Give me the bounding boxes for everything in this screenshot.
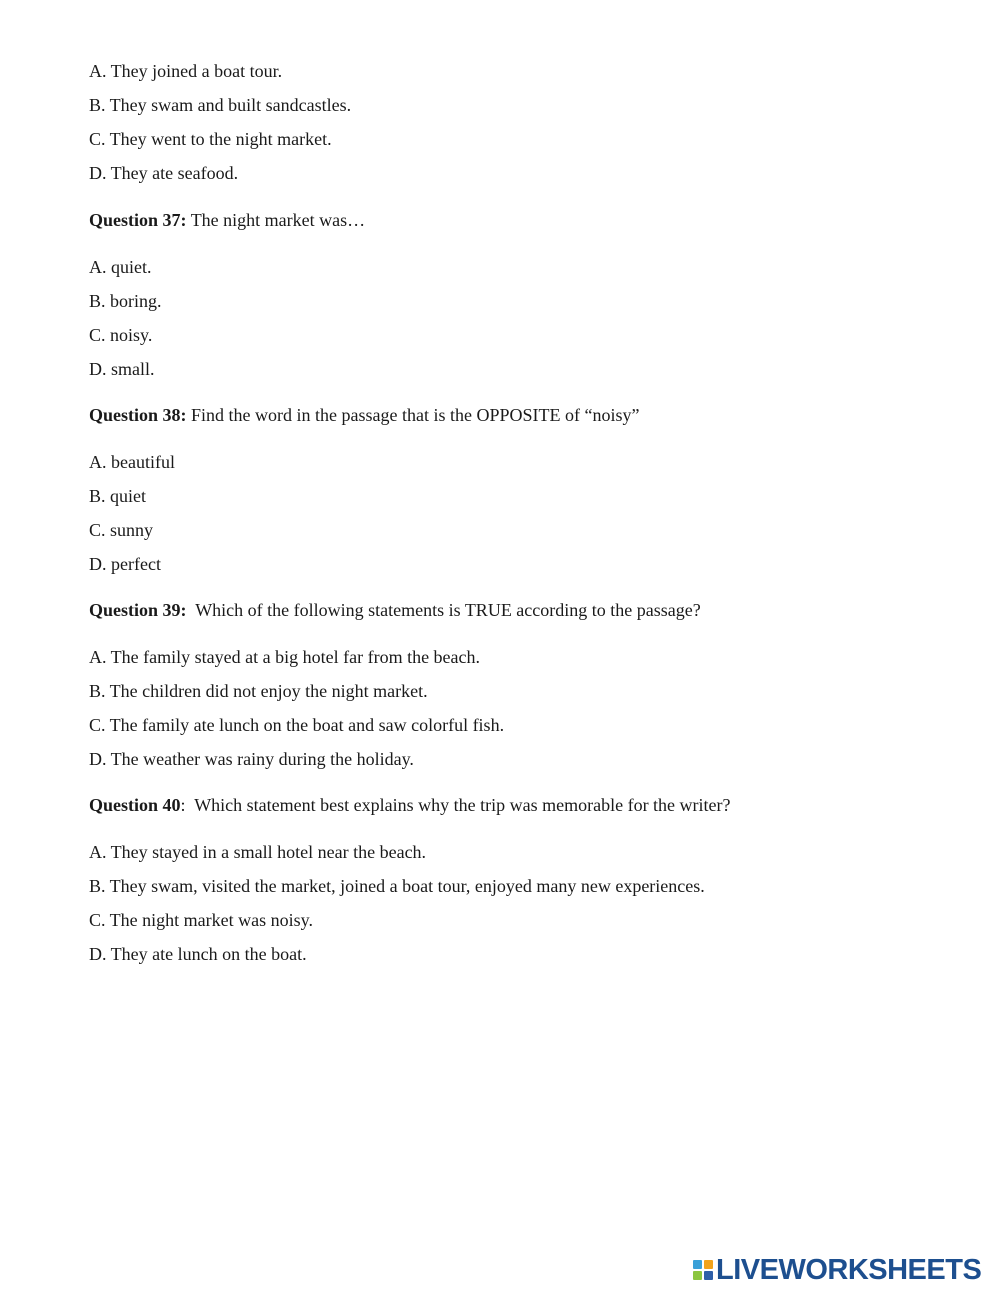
q39-option-b[interactable]: B. The children did not enjoy the night market. bbox=[89, 681, 428, 701]
logo-text: LIVEWORKSHEETS bbox=[716, 1254, 982, 1286]
q38-option-b[interactable]: B. quiet bbox=[89, 486, 146, 506]
question-39 bbox=[89, 599, 701, 621]
q40-option-d[interactable]: D. They ate lunch on the boat. bbox=[89, 944, 307, 964]
question-39-text: Which of the following statements is TRUE according to the passage? bbox=[186, 600, 701, 620]
question-40-label: Question 40 bbox=[89, 795, 181, 815]
q36-option-a[interactable]: A. They joined a boat tour. bbox=[89, 61, 283, 81]
logo-square-icon bbox=[693, 1260, 702, 1269]
q39-option-a[interactable]: A. The family stayed at a big hotel far from the beach. bbox=[89, 647, 481, 667]
question-37 bbox=[89, 209, 365, 231]
question-40-text: : Which statement best explains why the trip was memorable for the writer? bbox=[180, 795, 731, 815]
q37-option-a[interactable]: A. quiet. bbox=[89, 257, 152, 277]
question-38-text: Find the word in the passage that is the OPPOSITE of “noisy” bbox=[186, 405, 640, 425]
q36-option-c[interactable]: C. They went to the night market. bbox=[89, 129, 332, 149]
logo-square-icon bbox=[693, 1271, 702, 1280]
q38-option-c[interactable]: C. sunny bbox=[89, 520, 154, 540]
question-38 bbox=[89, 404, 639, 426]
q37-option-d[interactable]: D. small. bbox=[89, 359, 155, 379]
question-38-label: Question 38: bbox=[89, 405, 187, 425]
logo-mark-icon bbox=[693, 1260, 713, 1280]
question-40 bbox=[89, 794, 731, 816]
logo-square-icon bbox=[704, 1260, 713, 1269]
question-37-label: Question 37: bbox=[89, 210, 187, 230]
liveworksheets-logo bbox=[693, 1255, 981, 1285]
q40-option-b[interactable]: B. They swam, visited the market, joined a boat tour, enjoyed many new experiences. bbox=[89, 876, 705, 896]
q37-option-c[interactable]: C. noisy. bbox=[89, 325, 153, 345]
question-39-label: Question 39: bbox=[89, 600, 187, 620]
q40-option-c[interactable]: C. The night market was noisy. bbox=[89, 910, 313, 930]
question-37-text: The night market was… bbox=[186, 210, 366, 230]
q36-option-b[interactable]: B. They swam and built sandcastles. bbox=[89, 95, 352, 115]
logo-square-icon bbox=[704, 1271, 713, 1280]
q37-option-b[interactable]: B. boring. bbox=[89, 291, 162, 311]
q39-option-d[interactable]: D. The weather was rainy during the holiday. bbox=[89, 749, 414, 769]
q38-option-d[interactable]: D. perfect bbox=[89, 554, 161, 574]
q40-option-a[interactable]: A. They stayed in a small hotel near the beach. bbox=[89, 842, 427, 862]
q36-option-d[interactable]: D. They ate seafood. bbox=[89, 163, 239, 183]
q39-option-c[interactable]: C. The family ate lunch on the boat and saw colorful fish. bbox=[89, 715, 505, 735]
q38-option-a[interactable]: A. beautiful bbox=[89, 452, 175, 472]
